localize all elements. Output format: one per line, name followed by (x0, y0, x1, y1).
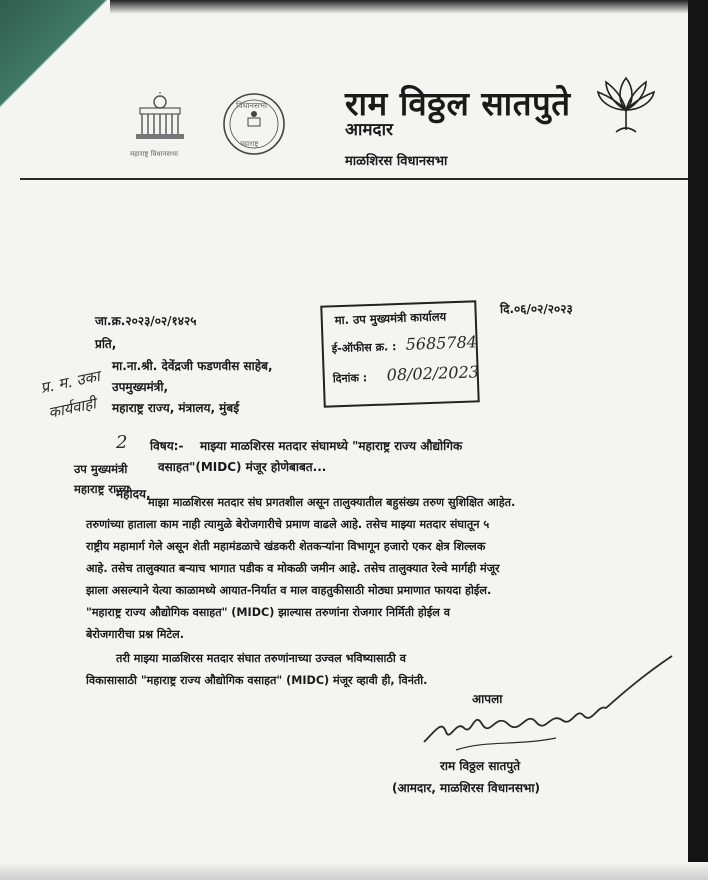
scan-shadow-bottom (0, 862, 708, 880)
para1-line: आहे. तसेच तालुक्यात बऱ्याच भागात पडीक व मोकळी जमीन आहे. तसेच तालुक्यात रेल्वे मार्गही मंजूर (86, 562, 500, 575)
letterhead-divider (20, 178, 688, 180)
stamp-date-value: 08/02/2023 (386, 362, 480, 385)
lotus-logo (596, 70, 656, 140)
margin-note-1: प्र. म. उका (38, 366, 102, 398)
recipient-name: मा.ना.श्री. देवेंद्रजी फडणवीस साहेब, (112, 359, 273, 373)
seal-bottom-text: महाराष्ट्र (240, 140, 259, 148)
office-receipt-stamp (320, 300, 479, 407)
scan-shadow-right (688, 0, 708, 880)
subject-line-2: वसाहत"(MIDC) मंजूर होणेबाबत... (158, 460, 327, 474)
seal-top-text: विधानसभा (236, 101, 268, 110)
subject-label: विषय:- (150, 439, 184, 453)
para1-line: तरुणांच्या हाताला काम नाही त्यामुळे बेरोजगारीचे प्रमाण वाढले आहे. तसेच माझ्या मतदार संघातून ५ (86, 518, 490, 531)
stamp-date-label: दिनांक : (332, 371, 368, 386)
letterhead-designation: आमदार (345, 120, 393, 140)
margin-number: 2 (116, 432, 128, 453)
salutation: महोदय, (116, 487, 151, 501)
para1-line: बेरोजगारीचा प्रश्न मिटेल. (86, 628, 184, 641)
stamp-title: मा. उप मुख्यमंत्री कार्यालय (334, 309, 447, 328)
emblem-left-label: महाराष्ट्र विधानसभा (130, 150, 178, 158)
para1-line: "महाराष्ट्र राज्य औद्योगिक वसाहत" (MIDC) झाल्यास तरुणांना रोजगार निर्मिती होईल व (86, 606, 450, 619)
recipient-address: महाराष्ट्र राज्य, मंत्रालय, मुंबई (112, 401, 240, 415)
recipient-title: उपमुख्यमंत्री, (112, 380, 169, 394)
handwritten-signature (416, 650, 676, 760)
reference-number: जा.क्र.२०२३/०२/१४२५ (95, 314, 197, 328)
body-paragraph-1 (86, 492, 606, 646)
subject-line-1: माझ्या माळशिरस मतदार संघामध्ये "महाराष्ट्र राज्य औद्योगिक (200, 439, 463, 453)
scan-shadow-top (110, 0, 688, 14)
side-stamp-line2: महाराष्ट्र राज्य (74, 482, 130, 496)
letterhead-constituency: माळशिरस विधानसभा (345, 154, 448, 169)
para2-line: तरी माझ्या माळशिरस मतदार संघात तरुणांनाच्या उज्वल भविष्यासाठी व (116, 652, 406, 665)
stamp-eoffice-number: 5685784 (405, 332, 478, 354)
para1-line: राष्ट्रीय महामार्ग गेले असून शेती महामंडळाचे खंडकरी शेतकऱ्यांना विभागून हजारो एकर क्षेत्र शिल्लक (86, 540, 486, 553)
margin-note-2: कार्यवाही (46, 394, 98, 422)
para1-line: माझा माळशिरस मतदार संघ प्रगतशील असून तालुक्यातील बहुसंख्य तरुण सुशिक्षित आहेत. (148, 496, 516, 509)
letterhead-name: राम विठ्ठल सातपुते (345, 84, 571, 123)
side-stamp-line1: उप मुख्यमंत्री (74, 462, 128, 476)
corner-stripe-decoration (0, 0, 110, 190)
signature-name: राम विठ्ठल सातपुते (440, 759, 521, 773)
recipient-prati: प्रति, (95, 337, 117, 351)
letter-date: दि.०६/०२/२०२३ (500, 302, 573, 316)
stamp-eoffice-label: ई-ऑफीस क्र. : (331, 340, 397, 356)
closing-text: आपला (472, 692, 503, 706)
para2-line: विकासासाठी "महाराष्ट्र राज्य औद्योगिक वसाहत" (MIDC) मंजूर व्हावी ही, विनंती. (86, 674, 428, 687)
signature-title: (आमदार, माळशिरस विधानसभा) (392, 781, 540, 795)
vidhan-bhavan-emblem (130, 92, 190, 144)
para1-line: झाला असल्याने येत्या काळामध्ये आयात-निर्यात व माल वाहतुकीसाठी मोठ्या प्रमाणात फायदा होईल. (86, 584, 492, 597)
